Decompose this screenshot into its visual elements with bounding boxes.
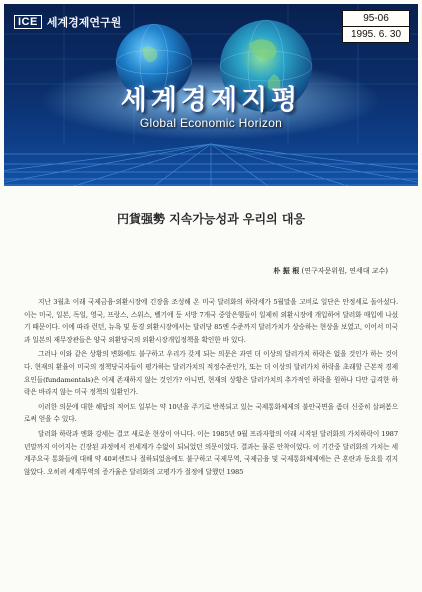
article-title: 円貨强勢 지속가능성과 우리의 대응 bbox=[116, 212, 306, 226]
issue-number: 95-06 bbox=[363, 13, 389, 24]
publication-title-korean: 세계경제지평 bbox=[120, 85, 302, 116]
institute-brand bbox=[14, 14, 121, 30]
author-affiliation: (연구자문위원, 연세대 교수) bbox=[301, 267, 388, 275]
article-paragraph: 지난 3월초 이래 국제금융·외환시장에 긴장을 조성해 온 미국 달러화의 하락세가 5월말을 고비로 일단은 안정세로 돌아섰다. 이는 미국, 일본, 독일, 영국, 프랑스, 스위스, 벨기에 등 서방 7개국 중앙은행들이 일제히 외환시장에 개입하여 달러화 매입에 나섰기 때문이다. 이에 따라 런던, 뉴욕 및 동경 외환시장에서는 달러당 85엔 수준까지 달러가치가 상승하는 현상을 보였고, 이어서 미국과 일본의 재무장관들은 양국 외환당국의 외환시장개입정책을 확인한 바 있다. bbox=[24, 298, 398, 344]
article-paragraph: 이러한 의문에 대한 해답의 적어도 일부는 약 10년을 주기로 반복되고 있는 국제통화체제의 불안국면을 좀더 신중히 살펴봄으로써 얻을 수 있다. bbox=[24, 402, 398, 424]
issue-date: 1995. 6. 30 bbox=[343, 26, 409, 42]
article-paragraph: 그러나 이와 같은 상황의 변화에도 불구하고 우리가 갖게 되는 의문은 과연 더 이상의 달러가치 하락은 없을 것인가 하는 것이다. 현재의 환율이 미국의 정책당국자들이 평가하는 달러가치의 적정수준인가, 또는 더 이상의 달러가치 하락을 초래할 근본적 경제요인들(fundamentals)은 이제 존재하지 않는 것인가? 아니면, 현재의 상황은 달러가치의 추가적인 하락을 원하나 다만 급격한 하락은 바라지 않는 미국 정책의 일환인가. bbox=[24, 350, 398, 397]
institute-name: 세계경제연구원 bbox=[46, 17, 122, 29]
author-name: 朴 振 根 bbox=[273, 266, 300, 275]
article-paragraph: 달러화 하락과 엔화 강세는 결코 새로운 현상이 아니다. 이는 1985년 9월 프라자합의 이래 시작된 달러화의 가치하락이 1987년말까지 이어지는 긴장된 과정에서 전세계가 수없이 되뇌었던 의문이었다. 결과는 물론 안착이었다. 이 기간중 달러화의 가치는 세계주요국 통화들에 대해 약 40퍼센트나 절하되었음에도 불구하고 국제무역, 국제금융 및 국제통화체제에는 큰 혼란과 동요를 겪지 않았다. 오히려 세계무역의 증가율은 달러화의 고평가가 절정에 달했던 1985 bbox=[24, 429, 398, 476]
article-body bbox=[24, 296, 398, 480]
institute-logo: ICE bbox=[14, 15, 42, 29]
issue-info-box bbox=[342, 10, 410, 43]
author-line bbox=[273, 266, 388, 276]
publication-title-english: Global Economic Horizon bbox=[139, 116, 283, 130]
masthead-banner bbox=[4, 4, 418, 186]
